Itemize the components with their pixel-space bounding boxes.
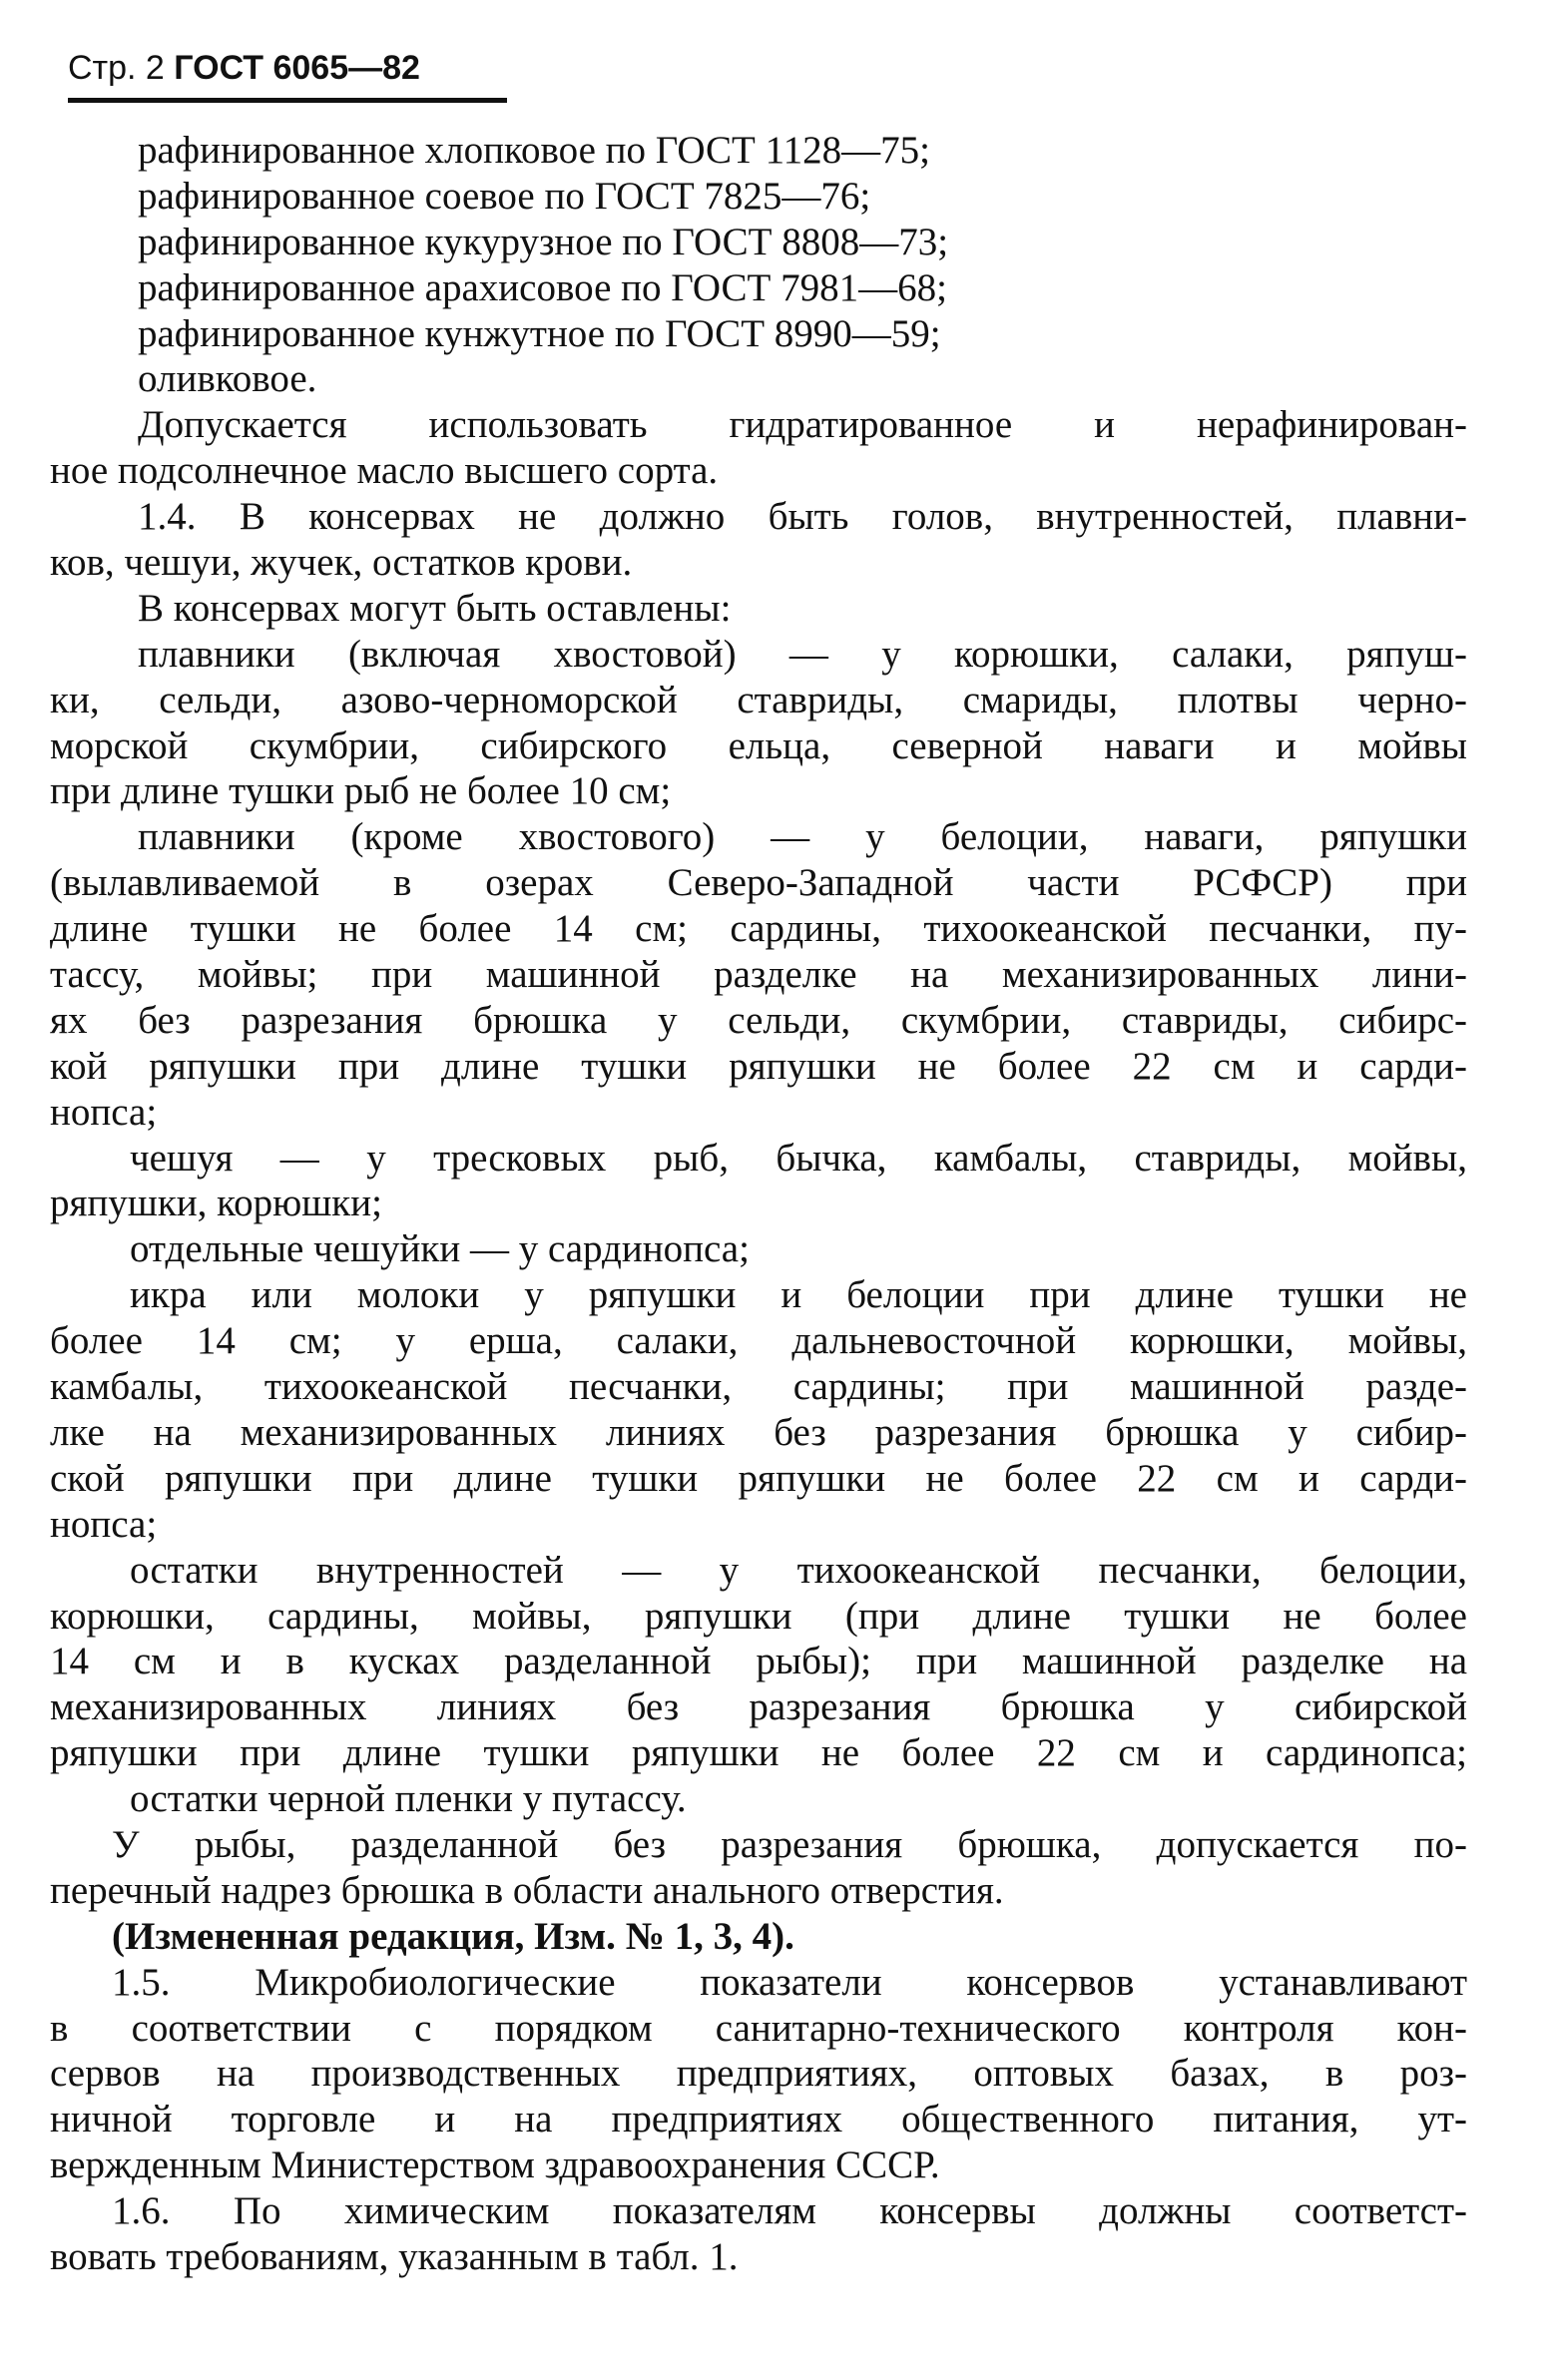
text-line: корюшки, сардины, мойвы, ряпушки (при длине тушки не более xyxy=(50,1594,1467,1638)
document-body xyxy=(50,128,1467,2280)
text-line: камбалы, тихоокеанской песчанки, сардины; при машинной разде- xyxy=(50,1365,1467,1409)
text-line: остатки внутренностей — у тихоокеанской песчанки, белоции, xyxy=(130,1548,1467,1592)
text-line: вовать требованиям, указанным в табл. 1. xyxy=(50,2234,739,2278)
page-header-text xyxy=(68,44,420,92)
text-line: в соответствии с порядком санитарно-технического контроля кон- xyxy=(50,2006,1467,2050)
section-1-4-heading: 1.4. В консервах не должно быть голов, внутренностей, плавни- xyxy=(138,495,1467,539)
text-line: (вылавливаемой в озерах Северо-Западной части РСФСР) при xyxy=(50,861,1467,905)
text-line: Допускается использовать гидратированное и нерафинирован- xyxy=(138,403,1467,447)
text-line: оливковое. xyxy=(138,357,317,401)
text-line: лке на механизированных линиях без разрезания брюшка у сибир- xyxy=(50,1410,1467,1454)
text-line: чешуя — у тресковых рыб, бычка, камбалы, ставриды, мойвы, xyxy=(130,1136,1467,1180)
text-line: ков, чешуи, жучек, остатков крови. xyxy=(50,541,633,585)
text-line: В консервах могут быть оставлены: xyxy=(138,586,732,630)
text-line: икра или молоки у ряпушки и белоции при длине тушки не xyxy=(130,1273,1467,1317)
text-line: ряпушки, корюшки; xyxy=(50,1182,382,1225)
text-line: при длине тушки рыб не более 10 см; xyxy=(50,769,672,813)
text-line: ное подсолнечное масло высшего сорта. xyxy=(50,449,719,493)
text-line: сервов на производственных предприятиях, оптовых базах, в роз- xyxy=(50,2052,1467,2096)
text-line: механизированных линиях без разрезания брюшка у сибирской xyxy=(50,1685,1467,1729)
section-1-5-heading: 1.5. Микробиологические показатели консервов устанавливают xyxy=(112,1960,1467,2004)
text-line: ки, сельди, азово-черноморской ставриды, смариды, плотвы черно- xyxy=(50,678,1467,721)
text-line: остатки черной пленки у путассу. xyxy=(130,1777,687,1821)
text-line: ничной торговле и на предприятиях общественного питания, ут- xyxy=(50,2098,1467,2142)
text-line: длине тушки не более 14 см; сардины, тихоокеанской песчанки, пу- xyxy=(50,907,1467,951)
text-line: плавники (кроме хвостового) — у белоции, наваги, ряпушки xyxy=(138,815,1467,859)
text-line: кой ряпушки при длине тушки ряпушки не более 22 см и сарди- xyxy=(50,1044,1467,1088)
text-line: нопса; xyxy=(50,1502,158,1546)
page-number-label: Стр. 2 xyxy=(68,49,165,87)
text-line: рафинированное хлопковое по ГОСТ 1128—75; xyxy=(138,129,930,172)
standard-designation: ГОСТ 6065—82 xyxy=(174,49,420,87)
text-line: ях без разрезания брюшка у сельди, скумбрии, ставриды, сибирс- xyxy=(50,998,1467,1042)
text-line: рафинированное кукурузное по ГОСТ 8808—73; xyxy=(138,220,949,263)
text-line: более 14 см; у ерша, салаки, дальневосточной корюшки, мойвы, xyxy=(50,1319,1467,1363)
text-line: рафинированное кунжутное по ГОСТ 8990—59; xyxy=(138,311,941,355)
text-line: тассу, мойвы; при машинной разделке на механизированных лини- xyxy=(50,953,1467,997)
text-line: рафинированное арахисовое по ГОСТ 7981—68; xyxy=(138,265,947,309)
text-line: морской скумбрии, сибирского ельца, северной наваги и мойвы xyxy=(50,723,1467,767)
page-header xyxy=(68,40,507,104)
section-1-6-heading: 1.6. По химическим показателям консервы должны соответст- xyxy=(112,2189,1467,2233)
text-line: плавники (включая хвостовой) — у корюшки, салаки, ряпуш- xyxy=(138,632,1467,676)
text-line: отдельные чешуйки — у сардинопса; xyxy=(130,1227,750,1271)
text-line: 14 см и в кусках разделанной рыбы); при машинной разделке на xyxy=(50,1640,1467,1683)
text-line: У рыбы, разделанной без разрезания брюшка, допускается по- xyxy=(112,1822,1467,1866)
text-line: вержденным Министерством здравоохранения СССР. xyxy=(50,2143,940,2187)
text-line: ской ряпушки при длине тушки ряпушки не более 22 см и сарди- xyxy=(50,1456,1467,1500)
amendment-note: (Измененная редакция, Изм. № 1, 3, 4). xyxy=(112,1914,794,1958)
header-rule xyxy=(68,98,507,103)
text-line: рафинированное соевое по ГОСТ 7825—76; xyxy=(138,174,871,218)
text-line: перечный надрез брюшка в области анального отверстия. xyxy=(50,1868,1004,1912)
text-line: ряпушки при длине тушки ряпушки не более 22 см и сардинопса; xyxy=(50,1731,1467,1775)
text-line: нопса; xyxy=(50,1090,158,1134)
